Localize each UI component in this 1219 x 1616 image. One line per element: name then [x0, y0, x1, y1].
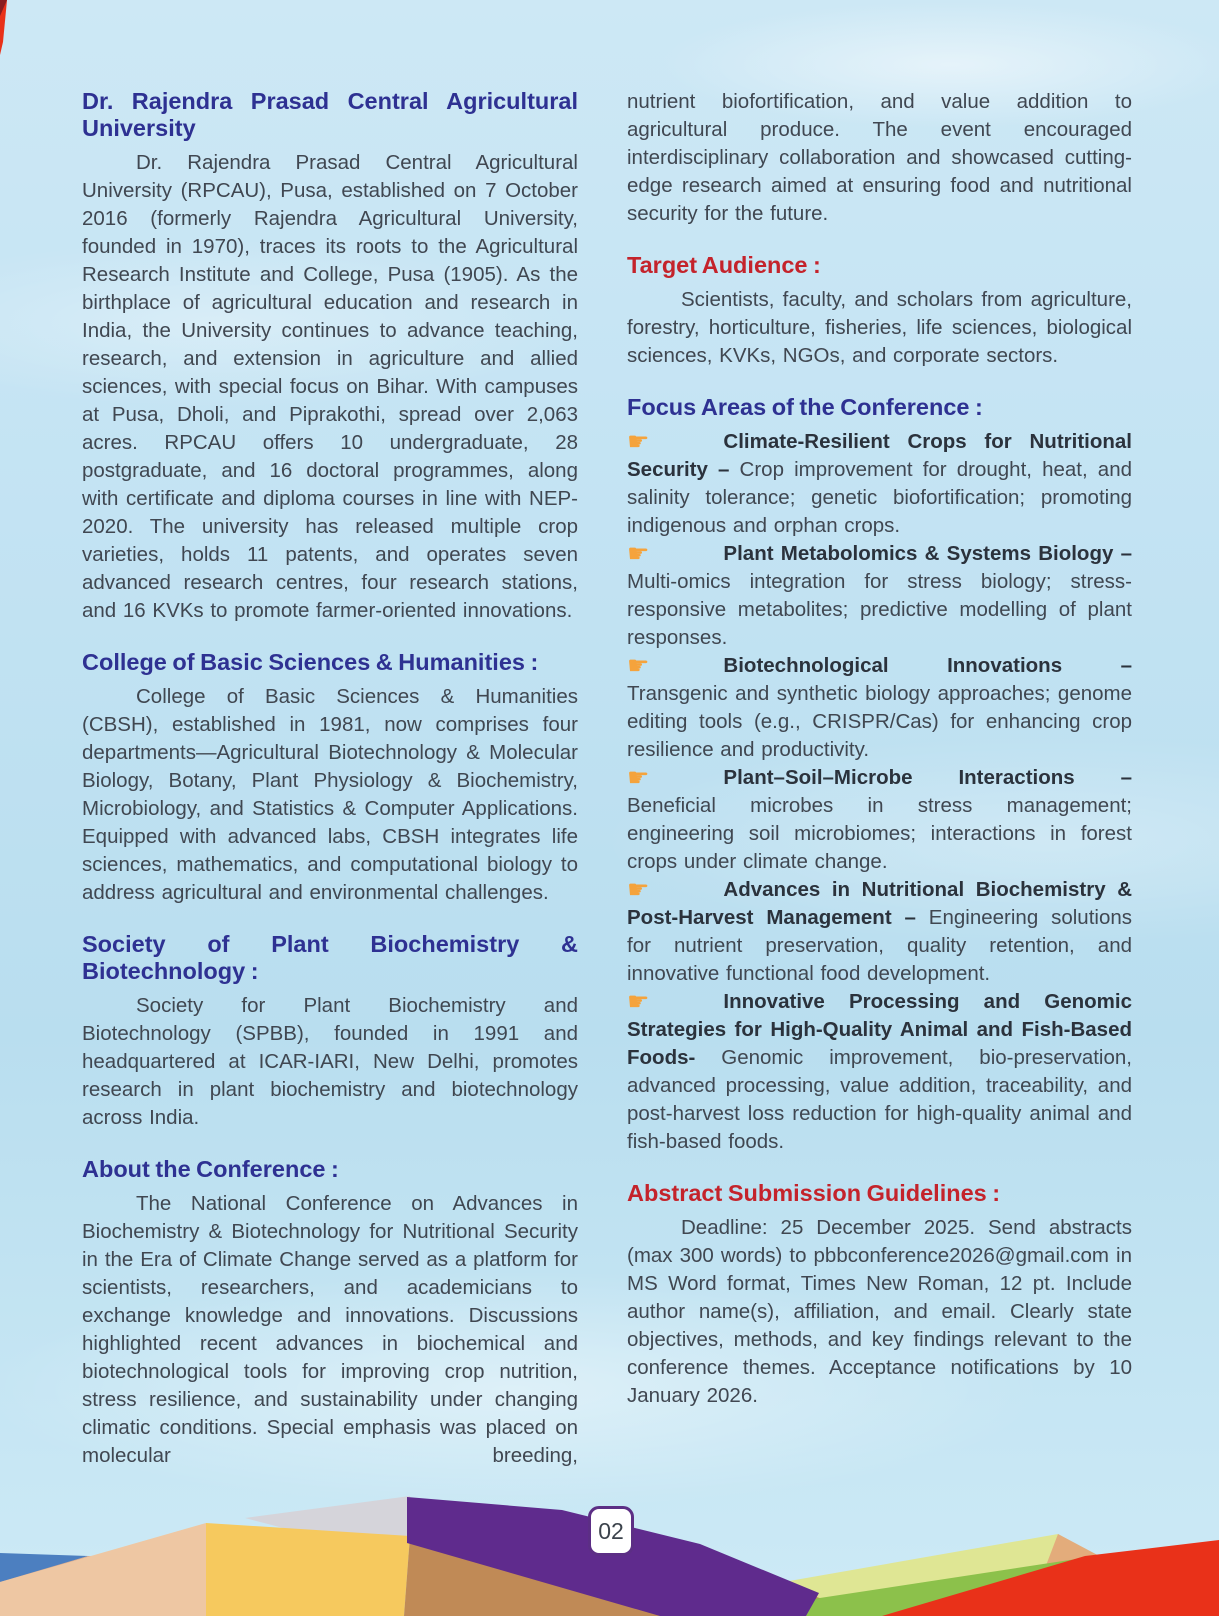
- continuation-paragraph: nutrient biofortification, and value addition to agricultural produce. The event encouraged interdisciplinary collaboration and showcased cutting-edge research aimed at ensuring food and nutritional security for the future.: [627, 90, 1132, 225]
- focus-item-text: Crop improvement for drought, heat, and salinity tolerance; genetic biofortification; promoting indigenous and orphan crops.: [627, 458, 1132, 537]
- focus-item-lead: Advances in Nutritional Biochemistry & Post-Harvest Management –: [627, 878, 1132, 929]
- focus-area-item-biotech: [627, 652, 1132, 764]
- college-paragraph: College of Basic Sciences & Humanities (CBSH), established in 1981, now comprises four departments—Agricultural Biotechnology & Molecular Biology, Botany, Plant Physiology & Biochemistry, Microbiology, and Statistics & Computer Applications. Equipped with advanced labs, CBSH integrates life sciences, mathematics, and computational biology to address agricultural and environmental challenges.: [82, 685, 578, 904]
- abstract-guidelines-paragraph: Deadline: 25 December 2025. Send abstracts (max 300 words) to pbbconference2026@gmail.com in MS Word format, Times New Roman, 12 pt. Include author name(s), affiliation, and email. Clearly state objectives, methods, and key findings relevant to the conference themes. Acceptance notifications by 10 January 2026.: [627, 1216, 1132, 1407]
- focus-item-text: Genomic improvement, bio-preservation, advanced processing, value addition, traceability, and post-harvest loss reduction for high-quality animal and fish-based foods.: [627, 1046, 1132, 1153]
- focus-area-item-innovative-processing: [627, 988, 1132, 1156]
- focus-item-lead: Innovative Processing and Genomic Strategies for High-Quality Animal and Fish-Based Foods-: [627, 990, 1132, 1069]
- focus-item-lead: Climate-Resilient Crops for Nutritional Security –: [627, 430, 1132, 481]
- target-audience-paragraph: Scientists, faculty, and scholars from agriculture, forestry, horticulture, fisheries, life sciences, biological sciences, KVKs, NGOs, and corporate sectors.: [627, 288, 1132, 367]
- hand-bullet-icon: ☛: [627, 987, 650, 1016]
- university-paragraph: Dr. Rajendra Prasad Central Agricultural University (RPCAU), Pusa, established on 7 October 2016 (formerly Rajendra Agricultural University, founded in 1970), traces its roots to the Agricultural Research Institute and College, Pusa (1905). As the birthplace of agricultural education and research in India, the University continues to advance teaching, research, and extension in agriculture and allied sciences, with special focus on Bihar. With campuses at Pusa, Dholi, and Piprakothi, spread over 2,063 acres. RPCAU offers 10 undergraduate, 28 postgraduate, and 16 doctoral programmes, along with certificate and diploma courses in line with NEP-2020. The university has released multiple crop varieties, holds 11 patents, and operates seven advanced research centres, four research stations, and 16 KVKs to promote farmer-oriented innovations.: [82, 151, 578, 622]
- hand-bullet-icon: ☛: [627, 539, 650, 568]
- section-college: [82, 649, 578, 907]
- society-paragraph: Society for Plant Biochemistry and Biotechnology (SPBB), founded in 1991 and headquartered at ICAR-IARI, New Delhi, promotes research in plant biochemistry and biotechnology across India.: [82, 994, 578, 1129]
- focus-item-text: Engineering solutions for nutrient preservation, quality retention, and innovative functional food development.: [627, 906, 1132, 985]
- focus-item-lead: Plant–Soil–Microbe Interactions –: [723, 766, 1132, 789]
- society-heading: Society of Plant Biochemistry & Biotechnology :: [82, 931, 578, 984]
- focus-item-lead: Biotechnological Innovations –: [723, 654, 1132, 677]
- right-column: [627, 88, 1132, 1494]
- abstract-guidelines-heading: Abstract Submission Guidelines :: [627, 1180, 1001, 1206]
- page-number: 02: [598, 1517, 624, 1544]
- section-abstract-guidelines: [627, 1180, 1132, 1410]
- hand-bullet-icon: ☛: [627, 763, 650, 792]
- about-conference-heading: About the Conference :: [82, 1156, 339, 1182]
- section-target-audience: [627, 252, 1132, 370]
- focus-item-lead: Plant Metabolomics & Systems Biology –: [723, 542, 1132, 565]
- focus-area-item-plant-soil-microbe: [627, 764, 1132, 876]
- footer-shape-yellow-block: [206, 1523, 410, 1616]
- hand-bullet-icon: ☛: [627, 427, 650, 456]
- focus-area-item-nutritional-biochem: [627, 876, 1132, 988]
- hand-bullet-icon: ☛: [627, 875, 650, 904]
- university-heading: Dr. Rajendra Prasad Central Agricultural University: [82, 88, 578, 141]
- college-heading: College of Basic Sciences & Humanities :: [82, 649, 539, 675]
- focus-item-text: Transgenic and synthetic biology approaches; genome editing tools (e.g., CRISPR/Cas) for enhancing crop resilience and productivity.: [627, 682, 1132, 761]
- about-conference-paragraph: The National Conference on Advances in Biochemistry & Biotechnology for Nutritional Security in the Era of Climate Change served as a platform for scientists, researchers, and academicians to exchange knowledge and innovations. Discussions highlighted recent advances in biochemical and biotechnological tools for improving crop nutrition, stress resilience, and sustainability under changing climatic conditions. Special emphasis was placed on molecular breeding,: [82, 1192, 578, 1467]
- left-column: [82, 88, 578, 1494]
- section-university: [82, 88, 578, 625]
- section-focus-areas: [627, 394, 1132, 1156]
- focus-item-text: Multi-omics integration for stress biology; stress-responsive metabolites; predictive modelling of plant responses.: [627, 570, 1132, 649]
- section-society: [82, 931, 578, 1132]
- section-continuation: [627, 88, 1132, 228]
- hand-bullet-icon: ☛: [627, 651, 650, 680]
- page-number-badge: [588, 1506, 634, 1556]
- focus-area-item-metabolomics: [627, 540, 1132, 652]
- target-audience-heading: Target Audience :: [627, 252, 821, 278]
- section-about-conference: [82, 1156, 578, 1470]
- focus-item-text: Beneficial microbes in stress management; engineering soil microbiomes; interactions in forest crops under climate change.: [627, 794, 1132, 873]
- focus-areas-heading: Focus Areas of the Conference :: [627, 394, 983, 420]
- top-left-accent-shape: [0, 0, 20, 70]
- focus-area-item-climate: [627, 428, 1132, 540]
